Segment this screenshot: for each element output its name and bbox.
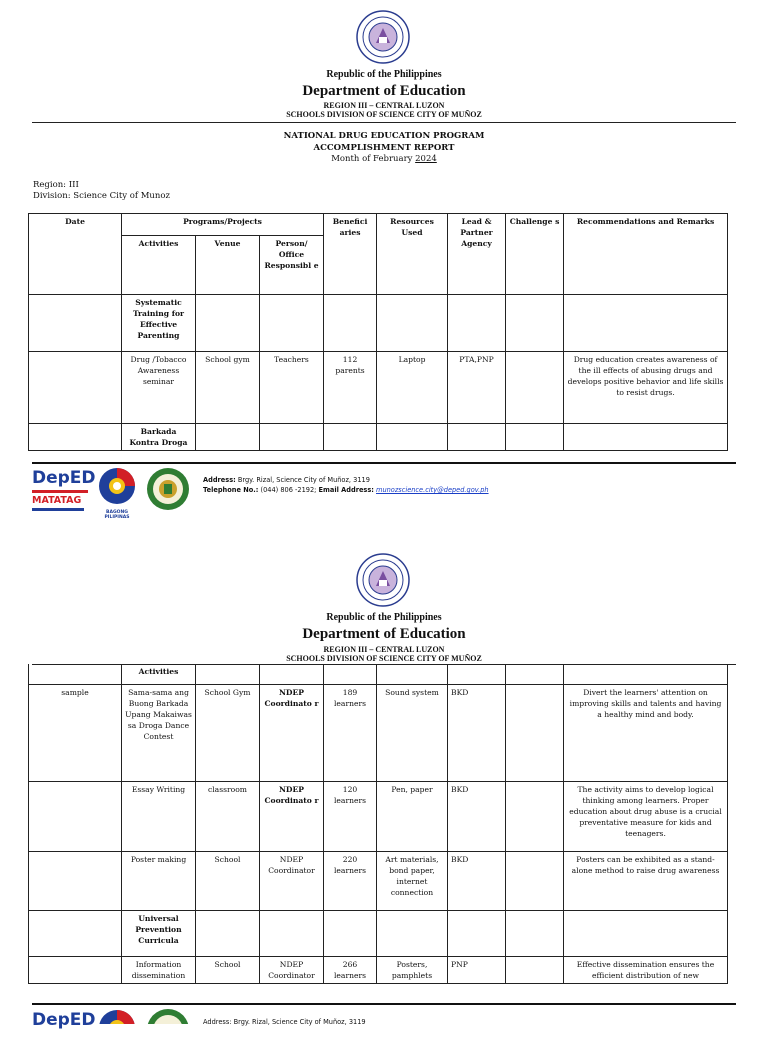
beneficiaries-cell: 112 parents [324,352,377,424]
beneficiaries-cell: 266 learners [324,956,377,983]
deped-logo-text: DepED [32,1010,96,1030]
table-row [29,352,728,424]
table-row [29,956,728,983]
venue-cell: School [196,851,260,910]
table-row [29,424,728,451]
region-line: REGION III – CENTRAL LUZON [323,101,445,110]
table-row [29,910,728,956]
lead-cell: BKD [448,851,506,910]
activity-cell: Essay Writing [122,781,196,851]
header-programs: Programs/Projects [122,214,324,236]
beneficiaries-cell: 120 learners [324,781,377,851]
date-cell: sample [29,684,122,781]
remarks-cell: Effective dissemination ensures the efficient distribution of new [564,956,728,983]
resources-cell: Laptop [377,352,448,424]
accomplishment-table-2 [28,664,728,984]
person-cell: NDEP Coordinato r [260,781,324,851]
header-resources: Resources Used [377,214,448,295]
beneficiaries-cell: 189 learners [324,684,377,781]
activity-cell: Sama-sama ang Buong Barkada Upang Makaiwas sa Droga Dance Contest [122,684,196,781]
table-row [29,295,728,352]
resources-cell: Sound system [377,684,448,781]
bagong-pilipinas-icon [96,466,138,506]
remarks-cell: Drug education creates awareness of the ill effects of abusing drugs and develops positive behavior and life skills to resist drugs. [564,352,728,424]
lead-cell: BKD [448,781,506,851]
person-cell: Teachers [260,352,324,424]
region-line: REGION III – CENTRAL LUZON [323,645,445,654]
remarks-cell: Posters can be exhibited as a stand-alone method to raise drug awareness [564,851,728,910]
school-division-seal-icon [146,467,190,511]
footer-address: Address: Brgy. Rizal, Science City of Muñoz, 3119 Telephone No.: (044) 806 -2192; Email Address: munozscience.city@deped.gov.ph [203,476,489,494]
report-month: Month of February 2024 [331,154,437,164]
header-activities: Activities [122,664,196,684]
table-row [29,684,728,781]
header-date: Date [29,214,122,295]
lead-cell: BKD [448,684,506,781]
program-title: NATIONAL DRUG EDUCATION PROGRAM [283,131,485,141]
region-label: Region: III [33,180,79,190]
header-lead: Lead & Partner Agency [448,214,506,295]
school-division-seal-icon [146,1008,190,1024]
table-row [29,851,728,910]
challenges-cell [506,956,564,983]
resources-cell: Art materials, bond paper, internet connection [377,851,448,910]
header-challenges: Challenge s [506,214,564,295]
header-person: Person/ Office Responsibl e [260,236,324,295]
deped-matatag-logo [32,466,96,516]
activity-cell: Information dissemination [122,956,196,983]
division-label: Division: Science City of Munoz [33,191,170,201]
venue-cell: classroom [196,781,260,851]
challenges-cell [506,352,564,424]
bagong-pilipinas-text: BAGONG PILIPINAS [104,510,130,520]
resources-cell: Pen, paper [377,781,448,851]
division-line: SCHOOLS DIVISION OF SCIENCE CITY OF MUÑOZ [286,654,482,663]
deped-logo-text: DepED [32,468,96,488]
bagong-pilipinas-icon [96,1008,138,1024]
deped-seal-icon [356,10,410,64]
header-rule [32,122,736,123]
person-cell: NDEP Coordinator [260,851,324,910]
person-cell: NDEP Coordinato r [260,684,324,781]
deped-seal-icon [356,553,410,607]
lead-cell: PNP [448,956,506,983]
venue-cell: School [196,956,260,983]
beneficiaries-cell: 220 learners [324,851,377,910]
report-title: ACCOMPLISHMENT REPORT [313,143,455,153]
footer-address-truncated: Address: Brgy. Rizal, Science City of Muñoz, 3119 [203,1018,366,1026]
challenges-cell [506,781,564,851]
republic-line: Republic of the Philippines [326,612,442,623]
activity-cell: Poster making [122,851,196,910]
section-label: Systematic Training for Effective Parenting [122,295,196,352]
email-link[interactable]: munozscience.city@deped.gov.ph [376,486,489,494]
resources-cell: Posters, pamphlets [377,956,448,983]
header-venue: Venue [196,236,260,295]
header-activities: Activities [122,236,196,295]
footer-rule [32,462,736,464]
section-label: Universal Prevention Curricula [122,910,196,956]
lead-cell: PTA,PNP [448,352,506,424]
header-recommendations: Recommendations and Remarks [564,214,728,295]
bagong-pilipinas-logo [96,466,138,520]
division-line: SCHOOLS DIVISION OF SCIENCE CITY OF MUÑOZ [286,110,482,119]
table-row [29,781,728,851]
venue-cell: School gym [196,352,260,424]
accomplishment-table-1 [28,213,728,451]
deped-matatag-logo [32,1008,96,1058]
department-title: Department of Education [302,626,466,642]
matatag-logo-text: MATATAG [32,495,82,506]
activity-cell: Drug /Tobacco Awareness seminar [122,352,196,424]
republic-line: Republic of the Philippines [326,69,442,80]
challenges-cell [506,851,564,910]
challenges-cell [506,684,564,781]
section-label: Barkada Kontra Droga [122,424,196,451]
footer-rule [32,1003,736,1005]
remarks-cell: Divert the learners' attention on improving skills and talents and having a healthy mind and body. [564,684,728,781]
department-title: Department of Education [302,83,466,99]
header-beneficiaries: Benefici aries [324,214,377,295]
venue-cell: School Gym [196,684,260,781]
person-cell: NDEP Coordinator [260,956,324,983]
remarks-cell: The activity aims to develop logical thinking among learners. Proper education about drug abuse is a crucial preventative measure for kids and teenagers. [564,781,728,851]
